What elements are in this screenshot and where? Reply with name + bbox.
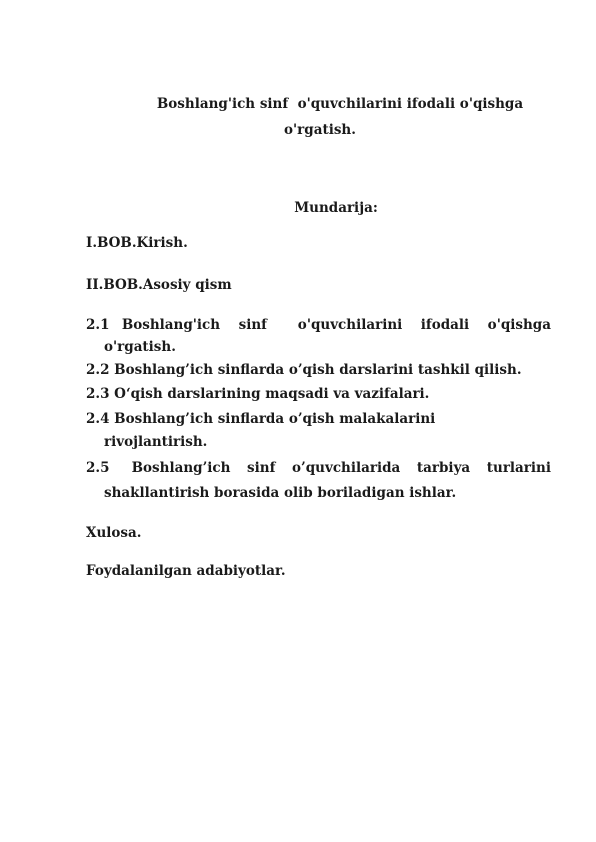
toc-item-2-5-line2: shakllantirish borasida olib boriladigan ishlar. <box>104 485 457 501</box>
toc-conclusion: Xulosa. <box>86 525 142 541</box>
toc-item-2-5 <box>86 460 551 476</box>
toc-main-part: II.BOB.Asosiy qism <box>86 277 232 293</box>
toc-item-2-1-line2: o'rgatish. <box>104 339 176 355</box>
toc-references: Foydalanilgan adabiyotlar. <box>86 563 286 579</box>
toc-item-2-2: 2.2 Boshlang’ich sinflarda o’qish darslarini tashkil qilish. <box>86 362 522 378</box>
toc-intro: I.BOB.Kirish. <box>86 235 188 251</box>
toc-item-2-4-line1: 2.4 Boshlang’ich sinflarda o’qish malakalarini <box>86 411 436 427</box>
contents-heading: Mundarija: <box>294 200 378 216</box>
toc-item-2-3: 2.3 O‘qish darslarining maqsadi va vazifalari. <box>86 386 430 402</box>
toc-item-2-1 <box>86 317 551 333</box>
toc-item-2-4-line2: rivojlantirish. <box>104 434 208 450</box>
title-line-2: o'rgatish. <box>284 122 356 138</box>
toc-item-2-5-line1: 2.5 Boshlang’ich sinf o’quvchilarida tarbiya turlarini <box>86 460 551 476</box>
toc-item-2-1-line1: 2.1 Boshlang'ich sinf o'quvchilarini ifodali o'qishga <box>86 317 551 333</box>
title-line-1: Boshlang'ich sinf o'quvchilarini ifodali o'qishga <box>156 96 524 112</box>
